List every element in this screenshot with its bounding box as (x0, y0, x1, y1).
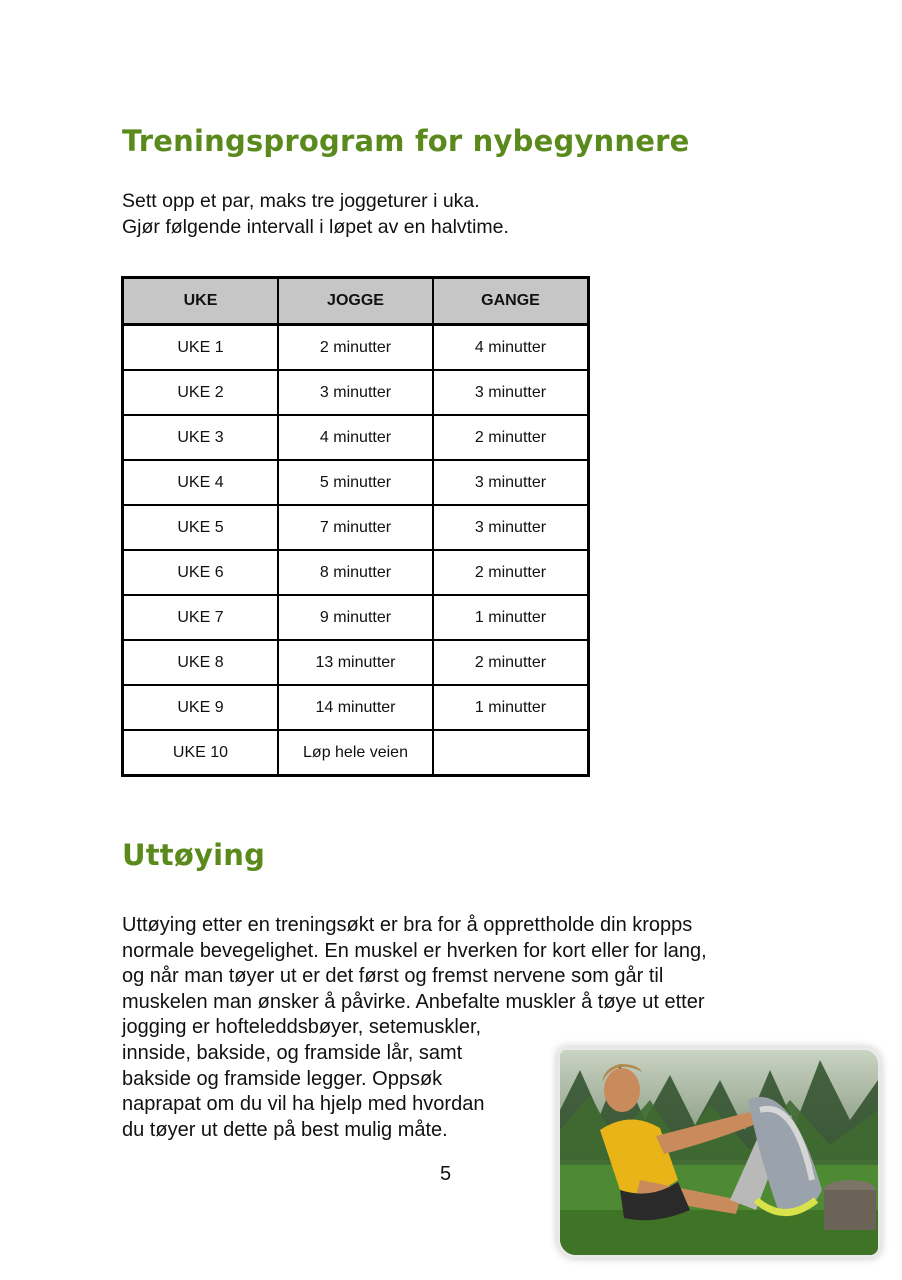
column-header-walk: GANGE (433, 278, 589, 325)
cell-walk: 3 minutter (433, 460, 589, 505)
cell-week: UKE 4 (123, 460, 279, 505)
paragraph-line: muskelen man ønsker å påvirke. Anbefalte muskler å tøye ut etter (122, 990, 705, 1013)
intro-paragraph (122, 188, 509, 240)
cell-week: UKE 6 (123, 550, 279, 595)
page-title: Treningsprogram for nybegynnere (122, 124, 690, 158)
paragraph-line: Uttøying etter en treningsøkt er bra for å opprettholde din kropps (122, 914, 693, 936)
cell-walk: 3 minutter (433, 505, 589, 550)
cell-week: UKE 2 (123, 370, 279, 415)
paragraph-line: jogging er hofteleddsbøyer, setemuskler, (122, 1016, 482, 1039)
cell-week: UKE 1 (123, 325, 279, 371)
cell-week: UKE 9 (123, 685, 279, 730)
cell-walk: 2 minutter (433, 640, 589, 685)
column-header-week: UKE (123, 278, 279, 325)
cell-week: UKE 10 (123, 730, 279, 776)
cell-walk: 3 minutter (433, 370, 589, 415)
cell-walk: 2 minutter (433, 550, 589, 595)
cell-week: UKE 8 (123, 640, 279, 685)
table-row (123, 505, 589, 550)
cell-walk: 4 minutter (433, 325, 589, 371)
table-row (123, 370, 589, 415)
table-row (123, 730, 589, 776)
table-row (123, 685, 589, 730)
cell-week: UKE 5 (123, 505, 279, 550)
cell-week: UKE 7 (123, 595, 279, 640)
cell-jog: 9 minutter (278, 595, 433, 640)
cell-jog: 2 minutter (278, 325, 433, 371)
cell-jog: 7 minutter (278, 505, 433, 550)
paragraph-line: bakside og framside legger. Oppsøk (122, 1067, 443, 1090)
page-number: 5 (440, 1163, 452, 1185)
cell-jog: 3 minutter (278, 370, 433, 415)
table-row (123, 460, 589, 505)
cell-jog: 14 minutter (278, 685, 433, 730)
paragraph-line: naprapat om du vil ha hjelp med hvordan (122, 1093, 485, 1116)
table-row (123, 595, 589, 640)
table-row (123, 550, 589, 595)
cell-jog: 4 minutter (278, 415, 433, 460)
table-row (123, 640, 589, 685)
cell-walk: 1 minutter (433, 685, 589, 730)
paragraph-line: og når man tøyer ut er det først og fremst nervene som går til (122, 965, 664, 988)
intro-line: Sett opp et par, maks tre joggeturer i uka. (122, 190, 480, 212)
cell-jog: 5 minutter (278, 460, 433, 505)
cell-walk: 1 minutter (433, 595, 589, 640)
cell-jog: 8 minutter (278, 550, 433, 595)
table-row (123, 415, 589, 460)
intro-line: Gjør følgende intervall i løpet av en halvtime. (122, 216, 509, 238)
section-heading-stretching: Uttøying (122, 838, 266, 872)
training-schedule-table (121, 276, 590, 777)
cell-jog: Løp hele veien (278, 730, 433, 776)
cell-walk: 2 minutter (433, 415, 589, 460)
paragraph-line: du tøyer ut dette på best mulig måte. (122, 1118, 448, 1141)
column-header-jog: JOGGE (278, 278, 433, 325)
cell-walk (433, 730, 589, 776)
table-row (123, 325, 589, 371)
stretching-runner-photo (560, 1050, 878, 1255)
paragraph-line: normale bevegelighet. En muskel er hverken for kort eller for lang, (122, 939, 707, 962)
cell-jog: 13 minutter (278, 640, 433, 685)
table-header-row (123, 278, 589, 325)
cell-week: UKE 3 (123, 415, 279, 460)
paragraph-line: innside, bakside, og framside lår, samt (122, 1041, 463, 1064)
